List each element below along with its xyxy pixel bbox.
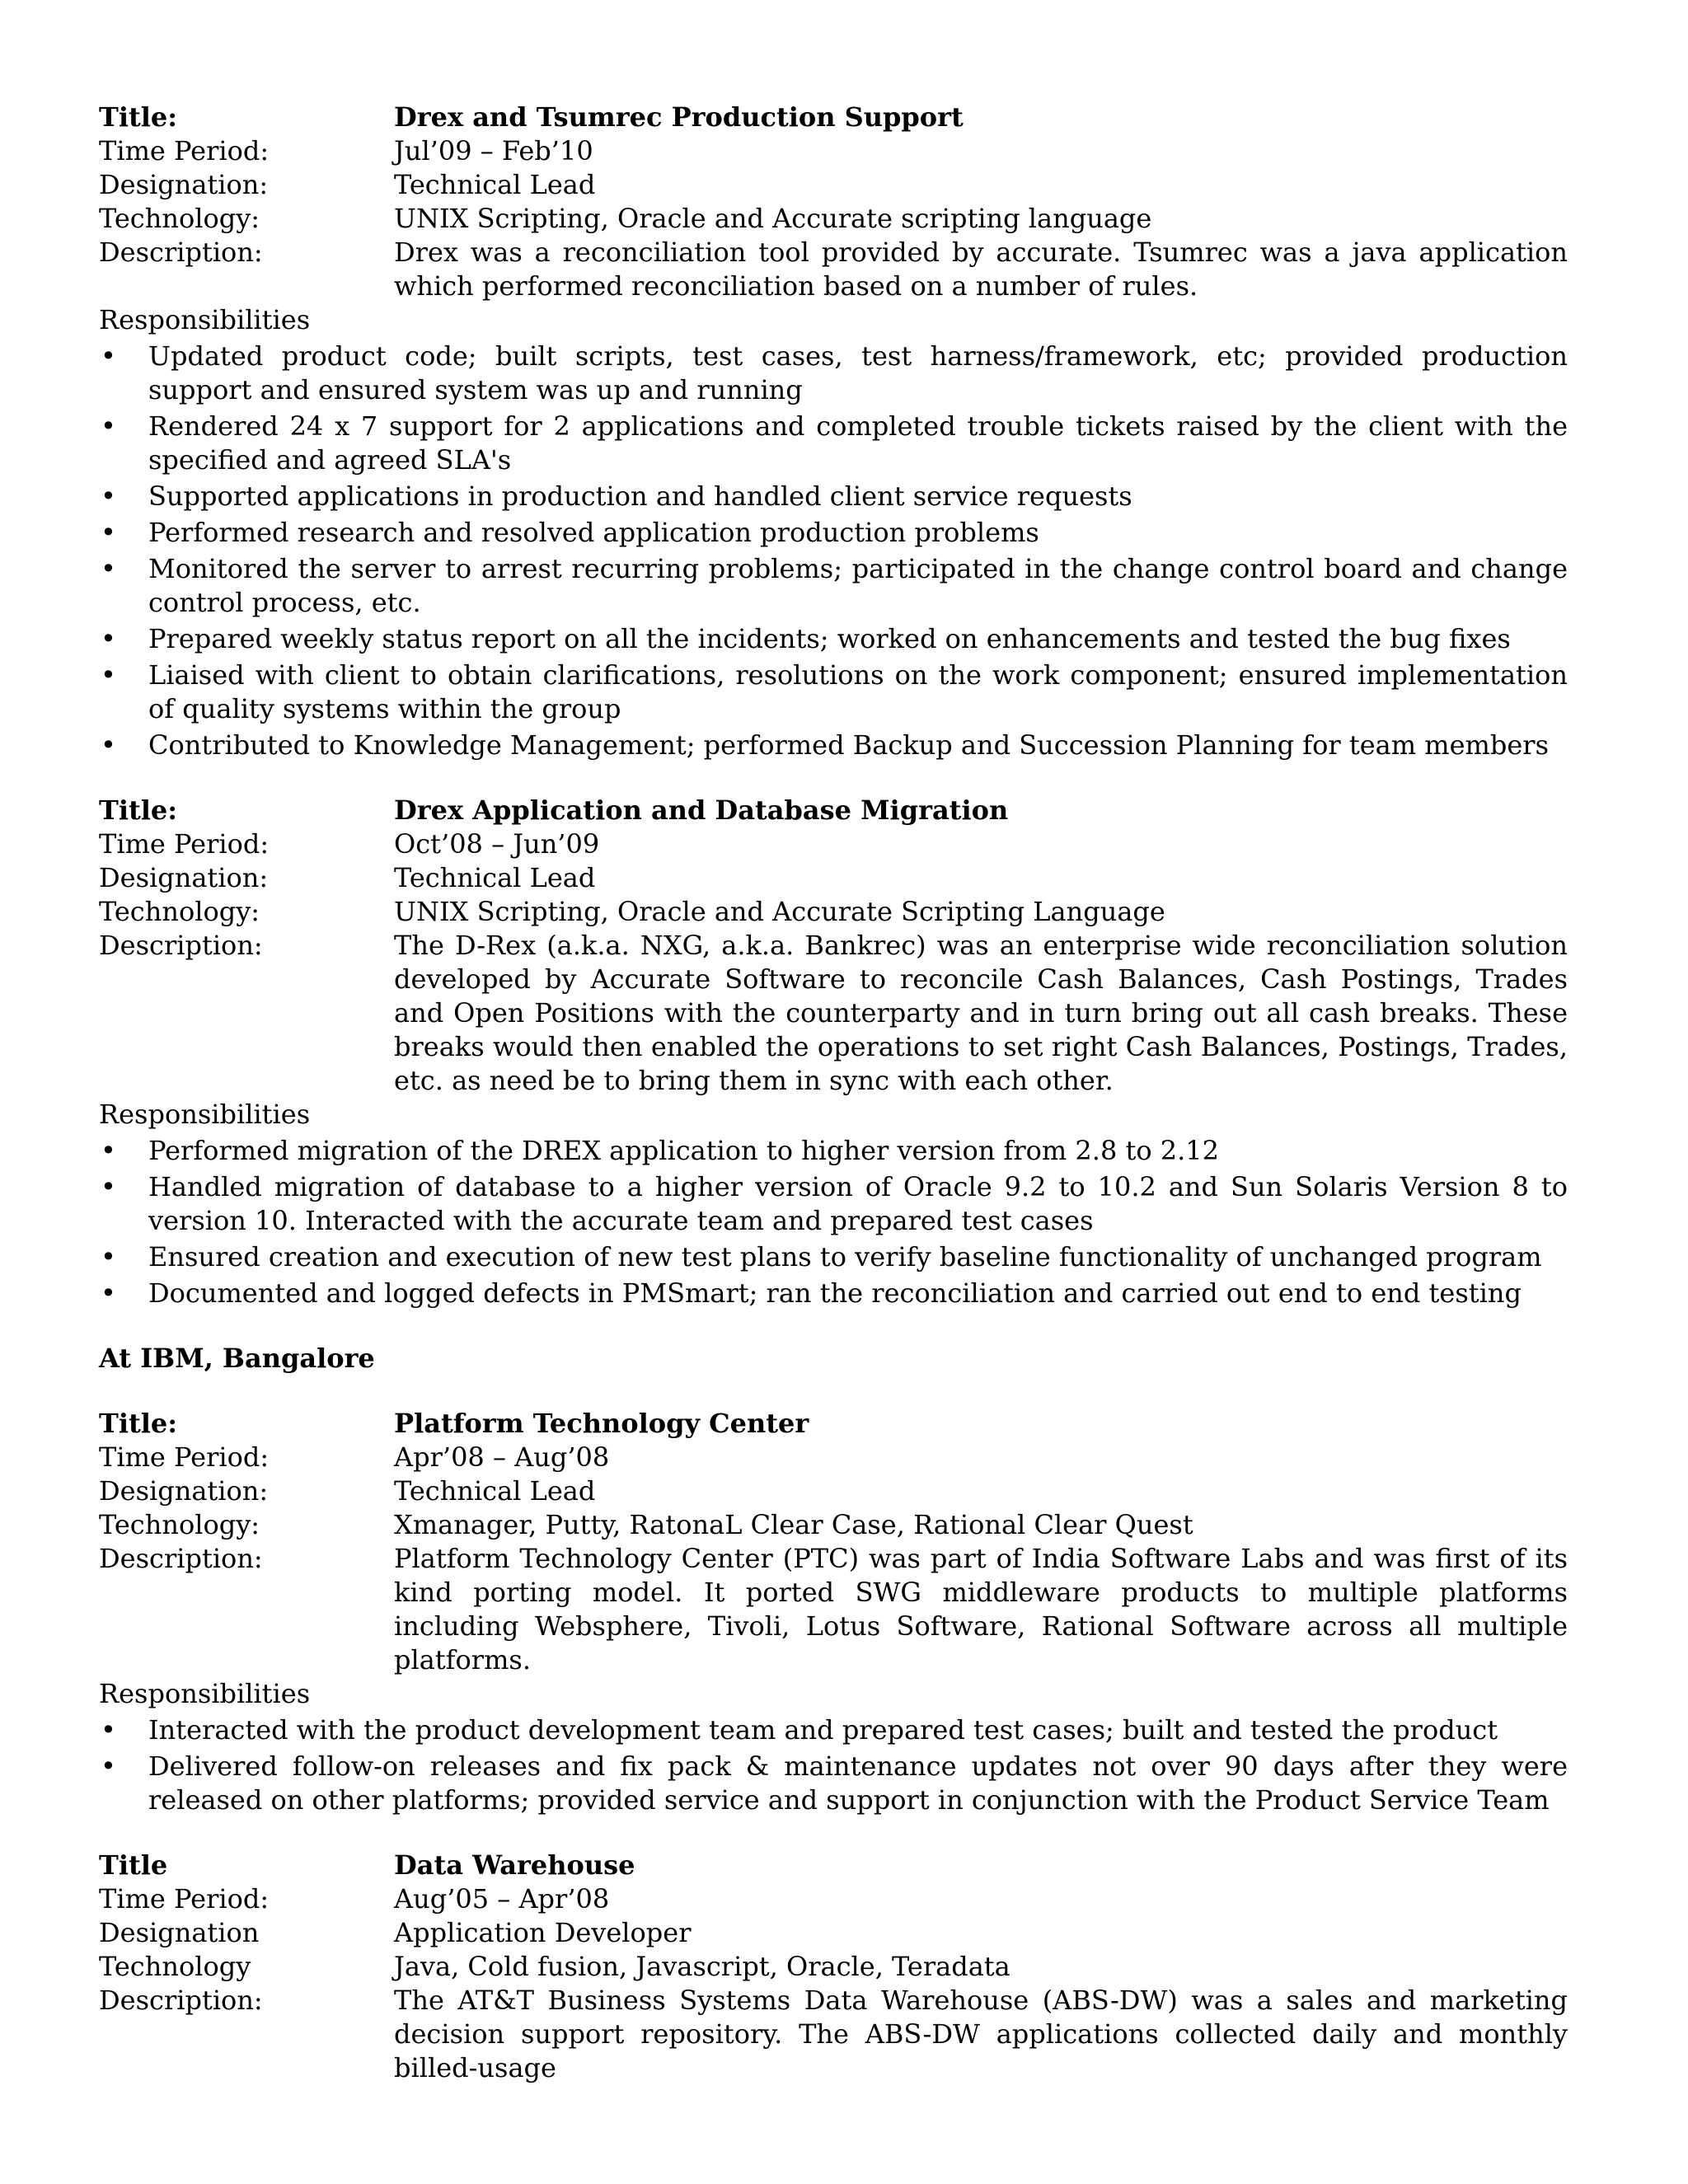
period-value: Aug’05 – Apr’08 <box>394 1883 610 1915</box>
list-item <box>99 410 1568 477</box>
designation-label: Designation <box>99 1917 260 1948</box>
description-label: Description: <box>99 1985 263 2016</box>
title-row <box>99 101 1568 134</box>
title-label: Title: <box>99 1408 178 1439</box>
company-heading: At IBM, Bangalore <box>99 1343 375 1374</box>
description-row <box>99 1984 1568 2085</box>
list-item <box>99 729 1568 762</box>
technology-row <box>99 1508 1568 1542</box>
list-item <box>99 658 1568 726</box>
list-item <box>99 1170 1568 1238</box>
bullet-icon: • <box>101 623 116 654</box>
list-item <box>99 1240 1568 1274</box>
bullet-icon: • <box>101 340 116 372</box>
designation-value: Technical Lead <box>394 862 596 893</box>
description-row <box>99 1542 1568 1677</box>
description-row <box>99 929 1568 1098</box>
period-label: Time Period: <box>99 1441 270 1473</box>
bullet-icon: • <box>101 517 116 548</box>
list-item-text: Supported applications in production and handled client service requests <box>148 480 1132 512</box>
designation-label: Designation: <box>99 862 269 893</box>
list-item-text: Updated product code; built scripts, test cases, test harness/framework, etc; provided production support and ensured system was up and running <box>148 340 1568 405</box>
technology-value: UNIX Scripting, Oracle and Accurate scripting language <box>394 203 1152 234</box>
period-label: Time Period: <box>99 1883 270 1915</box>
technology-row <box>99 1950 1568 1984</box>
title-label: Title: <box>99 101 178 133</box>
technology-value: Xmanager, Putty, RatonaL Clear Case, Rational Clear Quest <box>394 1509 1193 1540</box>
title-label: Title <box>99 1849 168 1881</box>
project-drex-migration <box>99 794 1568 1310</box>
period-row <box>99 827 1568 861</box>
designation-row <box>99 168 1568 202</box>
period-label: Time Period: <box>99 828 270 860</box>
list-item <box>99 516 1568 550</box>
description-row <box>99 236 1568 303</box>
project-title: Drex Application and Database Migration <box>394 794 1009 826</box>
period-row <box>99 134 1568 168</box>
bullet-icon: • <box>101 1750 116 1782</box>
list-item-text: Ensured creation and execution of new test plans to verify baseline functionality of unchanged program <box>148 1241 1542 1272</box>
list-item-text: Documented and logged defects in PMSmart; ran the reconciliation and carried out end to end testing <box>148 1277 1522 1309</box>
project-title: Data Warehouse <box>394 1849 635 1881</box>
technology-value: UNIX Scripting, Oracle and Accurate Scripting Language <box>394 896 1165 927</box>
list-item-text: Prepared weekly status report on all the incidents; worked on enhancements and tested the bug fixes <box>148 623 1511 654</box>
list-item <box>99 622 1568 656</box>
period-value: Oct’08 – Jun’09 <box>394 828 600 860</box>
designation-row <box>99 861 1568 895</box>
title-row <box>99 1407 1568 1441</box>
designation-label: Designation: <box>99 1475 269 1507</box>
technology-value: Java, Cold fusion, Javascript, Oracle, Teradata <box>394 1951 1010 1982</box>
bullet-icon: • <box>101 480 116 512</box>
list-item-text: Rendered 24 x 7 support for 2 applications and completed trouble tickets raised by the client with the specified and agreed SLA's <box>148 410 1568 476</box>
bullet-icon: • <box>101 553 116 584</box>
responsibilities-heading: Responsibilities <box>99 304 311 335</box>
list-item <box>99 1277 1568 1310</box>
designation-row <box>99 1916 1568 1950</box>
project-title: Drex and Tsumrec Production Support <box>394 101 964 133</box>
responsibilities-list <box>99 1134 1568 1310</box>
resume-page <box>99 101 1568 2085</box>
list-item-text: Contributed to Knowledge Management; performed Backup and Succession Planning for team members <box>148 729 1549 761</box>
responsibilities-list <box>99 340 1568 762</box>
list-item <box>99 1134 1568 1168</box>
description-label: Description: <box>99 1543 263 1574</box>
list-item-text: Liaised with client to obtain clarifications, resolutions on the work component; ensured implementation of quality systems within the group <box>148 659 1568 724</box>
technology-label: Technology: <box>99 1509 260 1540</box>
list-item-text: Delivered follow-on releases and fix pack & maintenance updates not over 90 days after they were released on other platforms; provided service and support in conjunction with the Product Service Team <box>148 1750 1568 1816</box>
period-row <box>99 1882 1568 1916</box>
responsibilities-list <box>99 1713 1568 1817</box>
designation-value: Application Developer <box>394 1917 692 1948</box>
project-platform-technology-center <box>99 1407 1568 1817</box>
description-value: The D-Rex (a.k.a. NXG, a.k.a. Bankrec) was an enterprise wide reconciliation solution developed by Accurate Software to reconcile Cash Balances, Cash Postings, Trades and Open Positions with the counterparty and in turn bring out all cash breaks. These breaks would then enabled the operations to set right Cash Balances, Postings, Trades, etc. as need be to bring them in sync with each other. <box>394 930 1568 1096</box>
list-item-text: Handled migration of database to a higher version of Oracle 9.2 to 10.2 and Sun Solaris Version 8 to version 10. Interacted with the accurate team and prepared test cases <box>148 1171 1568 1236</box>
technology-row <box>99 895 1568 929</box>
list-item-text: Performed migration of the DREX application to higher version from 2.8 to 2.12 <box>148 1135 1220 1166</box>
project-drex-tsumrec <box>99 101 1568 762</box>
list-item <box>99 1750 1568 1817</box>
list-item <box>99 552 1568 620</box>
period-value: Jul’09 – Feb’10 <box>394 135 593 166</box>
period-row <box>99 1441 1568 1474</box>
designation-row <box>99 1474 1568 1508</box>
list-item-text: Monitored the server to arrest recurring problems; participated in the change control board and change control process, etc. <box>148 553 1568 618</box>
list-item-text: Performed research and resolved application production problems <box>148 517 1039 548</box>
list-item <box>99 340 1568 407</box>
responsibilities-heading: Responsibilities <box>99 1678 311 1709</box>
list-item <box>99 1713 1568 1747</box>
bullet-icon: • <box>101 659 116 691</box>
bullet-icon: • <box>101 1277 116 1309</box>
title-row <box>99 1849 1568 1882</box>
period-value: Apr’08 – Aug’08 <box>394 1441 610 1473</box>
title-row <box>99 794 1568 827</box>
list-item <box>99 480 1568 513</box>
bullet-icon: • <box>101 1241 116 1272</box>
bullet-icon: • <box>101 1135 116 1166</box>
bullet-icon: • <box>101 1714 116 1746</box>
description-value: Platform Technology Center (PTC) was part of India Software Labs and was first of its kind porting model. It ported SWG middleware products to multiple platforms including Websphere, Tivoli, Lotus Software, Rational Software across all multiple platforms. <box>394 1543 1568 1675</box>
bullet-icon: • <box>101 1171 116 1202</box>
description-value: The AT&T Business Systems Data Warehouse (ABS-DW) was a sales and marketing decision support repository. The ABS-DW applications collected daily and monthly billed-usage <box>394 1985 1568 2083</box>
designation-value: Technical Lead <box>394 1475 596 1507</box>
title-label: Title: <box>99 794 178 826</box>
designation-label: Designation: <box>99 169 269 200</box>
description-label: Description: <box>99 237 263 268</box>
period-label: Time Period: <box>99 135 270 166</box>
technology-label: Technology: <box>99 203 260 234</box>
technology-row <box>99 202 1568 236</box>
list-item-text: Interacted with the product development team and prepared test cases; built and tested the product <box>148 1714 1498 1746</box>
bullet-icon: • <box>101 729 116 761</box>
description-label: Description: <box>99 930 263 961</box>
bullet-icon: • <box>101 410 116 442</box>
responsibilities-heading: Responsibilities <box>99 1099 311 1130</box>
project-title: Platform Technology Center <box>394 1408 809 1439</box>
designation-value: Technical Lead <box>394 169 596 200</box>
technology-label: Technology: <box>99 896 260 927</box>
project-data-warehouse <box>99 1849 1568 2085</box>
technology-label: Technology <box>99 1951 251 1982</box>
description-value: Drex was a reconciliation tool provided by accurate. Tsumrec was a java application which performed reconciliation based on a number of rules. <box>394 237 1568 302</box>
